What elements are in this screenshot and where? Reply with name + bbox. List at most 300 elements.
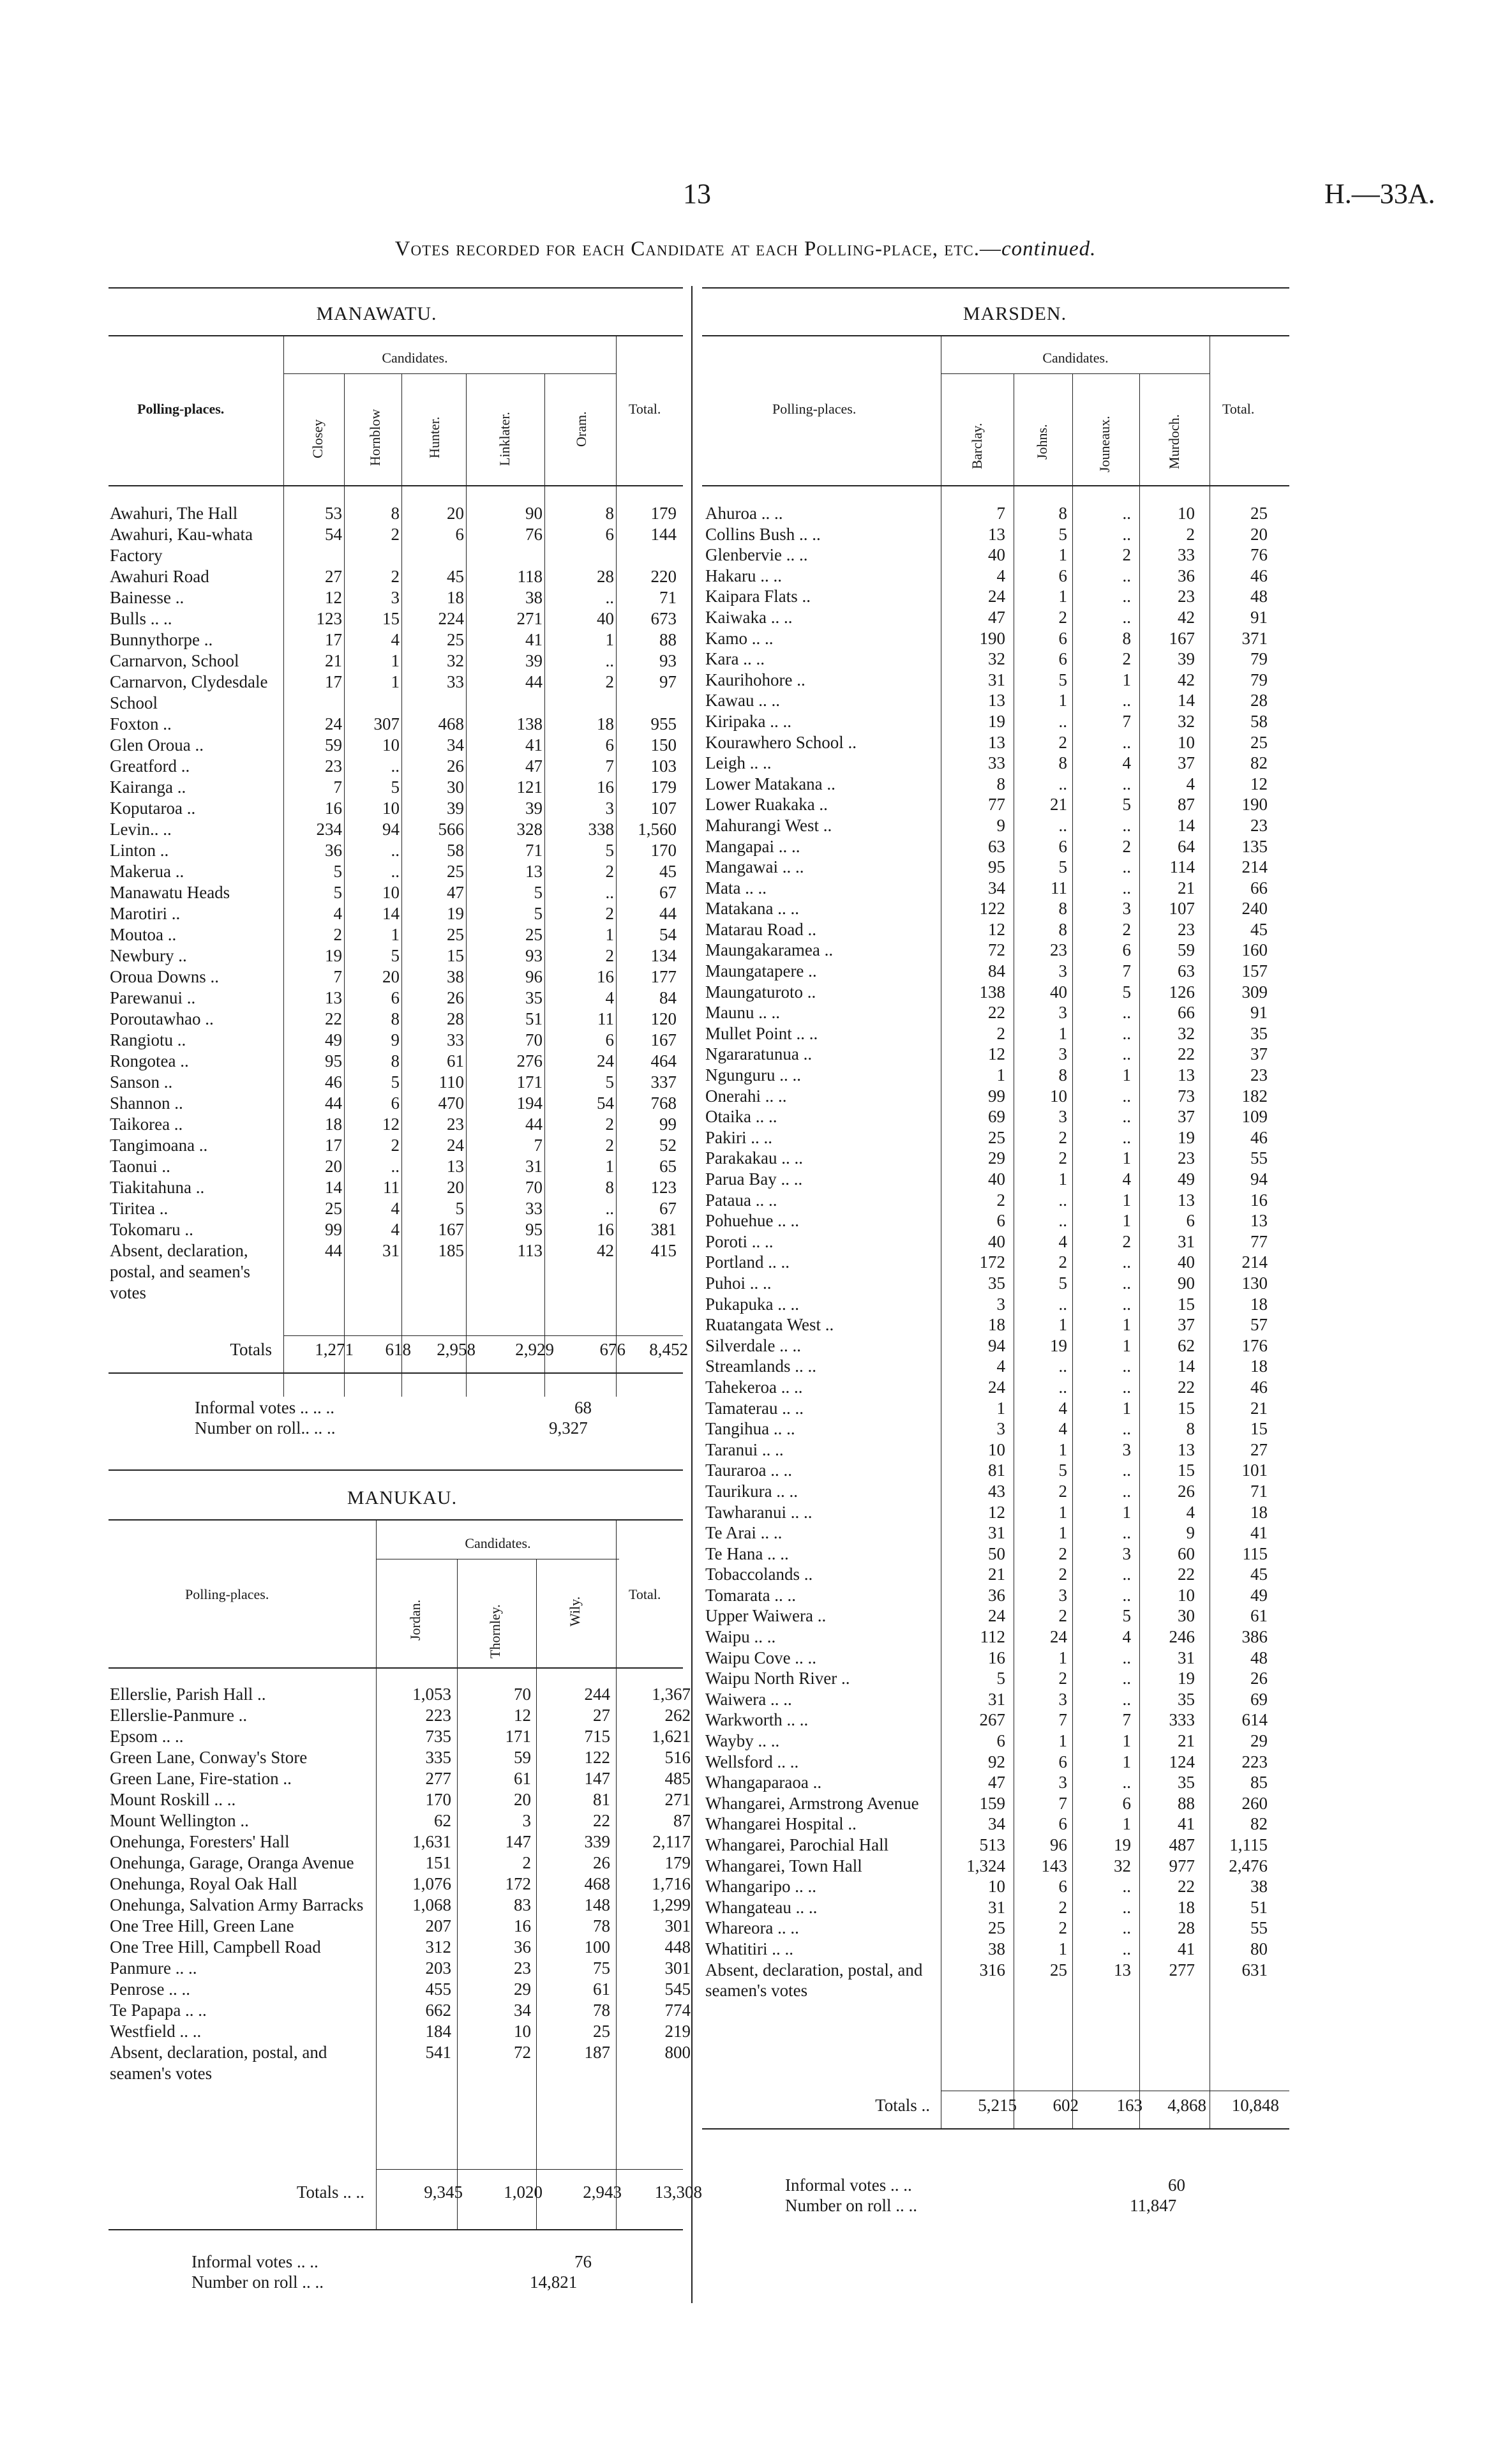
vote-count: 167: [650, 1030, 677, 1049]
vote-count: 82: [1250, 1814, 1268, 1834]
vote-count: 2: [1122, 919, 1131, 939]
totals-value: 676: [599, 1340, 626, 1359]
polling-place-name: Panmure .. ..: [110, 1958, 197, 1978]
table-row: [705, 1377, 1268, 1398]
vote-count: 32: [1178, 711, 1195, 731]
polling-place-name: Mata .. ..: [705, 878, 767, 898]
vote-count: 1: [391, 672, 400, 691]
vote-count: 8: [1186, 1419, 1195, 1439]
vote-count: ..: [1122, 815, 1131, 835]
vote-count: 10: [988, 1877, 1005, 1897]
vote-count: 26: [1178, 1481, 1195, 1501]
vote-count: 31: [1178, 1231, 1195, 1251]
vote-count: 25: [447, 862, 464, 881]
vote-count: ..: [391, 756, 400, 776]
vote-count: 6: [605, 525, 614, 544]
table-row: [110, 1768, 691, 1789]
polling-place-name: Whangarei, Town Hall: [705, 1856, 862, 1875]
vote-count: 60: [1178, 1544, 1195, 1563]
vote-count: 3: [522, 1811, 531, 1830]
table-row: [705, 1544, 1268, 1565]
marsden-candidate-4: Murdoch.: [1166, 414, 1182, 469]
vote-count: 41: [1250, 1523, 1268, 1543]
vote-count: 77: [988, 795, 1005, 815]
vote-count: ..: [1058, 1190, 1067, 1210]
vote-count: 143: [1041, 1856, 1067, 1875]
vote-count: 2: [605, 946, 614, 965]
vote-count: ..: [1122, 878, 1131, 898]
table-row: [705, 1106, 1268, 1127]
table-row: [110, 524, 677, 566]
polling-place-name: Onehunga, Royal Oak Hall: [110, 1874, 297, 1893]
vote-count: 1: [605, 1157, 614, 1176]
vote-count: 48: [1250, 587, 1268, 606]
vote-count: ..: [605, 651, 614, 670]
marsden-candidate-3: Jouneaux.: [1097, 416, 1113, 472]
vote-count: 179: [650, 778, 677, 797]
vote-count: 8: [605, 504, 614, 523]
vote-count: 24: [325, 714, 342, 733]
polling-place-name: Linton ..: [110, 841, 169, 860]
vote-count: 12: [382, 1115, 400, 1134]
vote-count: 5: [1122, 982, 1131, 1002]
vote-count: ..: [1122, 1377, 1131, 1397]
vote-count: 20: [514, 1790, 531, 1809]
vote-count: 13: [988, 732, 1005, 752]
vote-count: 19: [1114, 1835, 1131, 1854]
vote-count: 4: [1058, 1231, 1067, 1251]
polling-place-name: Penrose .. ..: [110, 1979, 190, 1999]
vote-count: 172: [979, 1252, 1005, 1272]
vote-count: 3: [1122, 1439, 1131, 1459]
table-row: [110, 882, 677, 903]
vote-count: 22: [1178, 1044, 1195, 1064]
vote-count: 107: [1169, 899, 1195, 919]
table-row: [110, 503, 677, 524]
table-row: [110, 1705, 691, 1726]
vote-count: 6: [455, 525, 464, 544]
vote-count: 774: [664, 2001, 691, 2020]
vote-count: 386: [1241, 1627, 1268, 1647]
vote-count: 307: [373, 714, 400, 733]
polling-place-name: Onehunga, Salvation Army Barracks: [110, 1895, 364, 1914]
vote-count: 110: [438, 1072, 464, 1092]
vote-count: 38: [1250, 1877, 1268, 1897]
vote-count: 18: [1178, 1897, 1195, 1917]
vote-count: 34: [514, 2001, 531, 2020]
polling-place-name: Puhoi .. ..: [705, 1273, 772, 1293]
vote-count: 8: [1122, 628, 1131, 648]
polling-place-name: Tamaterau .. ..: [705, 1398, 804, 1418]
vote-count: 223: [425, 1706, 451, 1725]
page-subtitle: [0, 237, 1491, 261]
vote-count: 977: [1169, 1856, 1195, 1875]
polling-place-name: Mangapai .. ..: [705, 836, 800, 856]
vote-count: ..: [1122, 1252, 1131, 1272]
vote-count: 2: [1122, 1231, 1131, 1251]
vote-count: 17: [325, 1136, 342, 1155]
vote-count: 13: [325, 988, 342, 1007]
vote-count: 41: [1178, 1814, 1195, 1834]
polling-place-name: Bainesse ..: [110, 588, 184, 607]
vote-count: 48: [1250, 1648, 1268, 1667]
totals-value: 1,271: [315, 1340, 354, 1359]
polling-place-name: Awahuri, Kau-whata Factory: [110, 525, 253, 565]
vote-count: 2: [605, 862, 614, 881]
vote-count: 179: [650, 504, 677, 523]
vote-count: 316: [979, 1960, 1005, 1979]
vote-count: 1: [1058, 587, 1067, 606]
vote-count: 3: [1122, 1544, 1131, 1563]
vote-count: 26: [447, 756, 464, 776]
vote-count: 150: [650, 735, 677, 755]
table-row: [110, 1747, 691, 1768]
table-row: [110, 587, 677, 608]
vote-count: 2: [996, 1023, 1005, 1043]
vote-count: 2,476: [1229, 1856, 1268, 1875]
subtitle-main: Votes recorded for each Candidate at each Polling-place, etc.—: [394, 237, 1001, 260]
vote-count: 3: [1058, 1689, 1067, 1709]
polling-place-name: Kaiwaka .. ..: [705, 607, 793, 627]
table-row: [110, 924, 677, 945]
vote-count: 3: [1058, 1044, 1067, 1064]
vote-count: ..: [1122, 1877, 1131, 1897]
polling-place-name: Ahuroa .. ..: [705, 504, 783, 523]
vote-count: 35: [1178, 1689, 1195, 1709]
vote-count: 1,716: [652, 1874, 691, 1893]
vote-count: 12: [988, 1502, 1005, 1522]
vote-count: 246: [1169, 1627, 1195, 1647]
vote-count: ..: [1122, 524, 1131, 544]
vote-count: 2: [522, 1853, 531, 1872]
document-reference: H.—33A.: [1324, 178, 1435, 209]
vote-count: ..: [1058, 711, 1067, 731]
vote-count: 38: [988, 1939, 1005, 1958]
vote-count: 6: [1058, 628, 1067, 648]
vote-count: 7: [534, 1136, 543, 1155]
vote-count: 25: [447, 630, 464, 649]
vote-count: 214: [1241, 1252, 1268, 1272]
table-row: [705, 586, 1268, 607]
vote-count: 22: [1178, 1377, 1195, 1397]
polling-place-name: Green Lane, Conway's Store: [110, 1748, 308, 1767]
vote-count: 1: [1122, 1190, 1131, 1210]
vote-count: 5: [1058, 670, 1067, 689]
polling-place-name: Tiakitahuna ..: [110, 1178, 205, 1197]
totals-value: 13,308: [654, 2182, 702, 2202]
vote-count: 33: [525, 1199, 543, 1218]
vote-count: 96: [1050, 1835, 1067, 1854]
table-row: [705, 836, 1268, 857]
manawatu-results-table: [110, 503, 677, 1303]
vote-count: 3: [1058, 1107, 1067, 1127]
vote-count: 4: [1122, 1627, 1131, 1647]
marsden-title: MARSDEN.: [963, 303, 1067, 324]
polling-place-name: Taikorea ..: [110, 1115, 183, 1134]
vote-count: 5: [605, 841, 614, 860]
vote-count: 6: [996, 1731, 1005, 1751]
polling-place-name: Whareora .. ..: [705, 1918, 799, 1938]
vote-count: ..: [605, 588, 614, 607]
polling-place-name: Poroti .. ..: [705, 1231, 774, 1251]
totals-value: 618: [385, 1340, 411, 1359]
vote-count: 70: [525, 1178, 543, 1197]
table-row: [705, 607, 1268, 628]
vote-count: 15: [447, 946, 464, 965]
vote-count: 59: [325, 735, 342, 755]
polling-place-name: Tiritea ..: [110, 1199, 169, 1218]
polling-place-name: Kiripaka .. ..: [705, 711, 791, 731]
table-row: [705, 1897, 1268, 1918]
totals-value: 9,345: [424, 2182, 463, 2202]
vote-count: 88: [1178, 1793, 1195, 1813]
vote-count: 46: [325, 1072, 342, 1092]
vote-count: 1: [996, 1398, 1005, 1418]
polling-place-name: Awahuri Road: [110, 567, 209, 586]
polling-place-name: Absent, declaration, postal, and seamen's votes: [110, 1241, 251, 1302]
table-row: [705, 1439, 1268, 1461]
vote-count: 91: [1250, 607, 1268, 627]
vote-count: 2: [1122, 649, 1131, 669]
vote-count: 167: [1169, 628, 1195, 648]
vote-count: 18: [597, 714, 614, 733]
table-row: [705, 1148, 1268, 1169]
vote-count: 84: [988, 961, 1005, 981]
vote-count: 92: [988, 1752, 1005, 1771]
vote-count: 20: [1250, 524, 1268, 544]
vote-count: 103: [650, 756, 677, 776]
table-row: [705, 753, 1268, 774]
vote-count: 59: [514, 1748, 531, 1767]
vote-count: ..: [1122, 504, 1131, 523]
polling-place-name: Mangawai .. ..: [705, 857, 804, 877]
vote-count: 41: [525, 735, 543, 755]
table-row: [110, 756, 677, 777]
vote-count: 160: [1241, 940, 1268, 960]
vote-count: ..: [1122, 1419, 1131, 1439]
vote-count: 47: [988, 1773, 1005, 1792]
polling-place-name: Whatitiri .. ..: [705, 1939, 793, 1958]
vote-count: 84: [659, 988, 677, 1007]
vote-count: 18: [988, 1315, 1005, 1335]
vote-count: 1: [1058, 1439, 1067, 1459]
vote-count: 768: [650, 1093, 677, 1113]
polling-place-name: Te Arai .. ..: [705, 1523, 783, 1543]
vote-count: ..: [1122, 1523, 1131, 1543]
vote-count: 45: [659, 862, 677, 881]
manawatu-informal-value: 68: [574, 1398, 592, 1417]
vote-count: 7: [333, 778, 342, 797]
vote-count: 1: [1058, 1315, 1067, 1335]
vote-count: 6: [605, 735, 614, 755]
vote-count: 2: [605, 1115, 614, 1134]
table-row: [110, 988, 677, 1009]
vote-count: 25: [1250, 732, 1268, 752]
vote-count: 3: [391, 588, 400, 607]
polling-place-name: Kamo .. ..: [705, 628, 774, 648]
vote-count: 100: [584, 1937, 610, 1957]
vote-count: 3: [996, 1294, 1005, 1314]
vote-count: 1,631: [412, 1832, 451, 1851]
vote-count: 12: [325, 588, 342, 607]
vote-count: 468: [584, 1874, 610, 1893]
polling-place-name: One Tree Hill, Green Lane: [110, 1916, 294, 1935]
vote-count: 76: [1250, 545, 1268, 565]
vote-count: 4: [1186, 774, 1195, 793]
vote-count: 190: [979, 628, 1005, 648]
vote-count: 240: [1241, 899, 1268, 919]
polling-place-name: Ellerslie, Parish Hall ..: [110, 1685, 266, 1704]
vote-count: 8: [1058, 1065, 1067, 1085]
totals-value: 2,943: [583, 2182, 622, 2202]
vote-count: 71: [525, 841, 543, 860]
polling-place-name: Mullet Point .. ..: [705, 1023, 818, 1043]
vote-count: 3: [1058, 1585, 1067, 1605]
vote-count: 2: [1186, 524, 1195, 544]
vote-count: ..: [1122, 1003, 1131, 1023]
vote-count: 95: [988, 857, 1005, 877]
polling-place-name: Mount Wellington ..: [110, 1811, 249, 1830]
vote-count: 7: [605, 756, 614, 776]
vote-count: 3: [1058, 961, 1067, 981]
vote-count: 135: [1241, 836, 1268, 856]
manukau-informal-label: Informal votes .. ..: [191, 2252, 318, 2271]
polling-place-name: Oroua Downs ..: [110, 967, 219, 986]
table-row: [110, 1789, 691, 1810]
totals-value: 163: [1116, 2096, 1143, 2115]
totals-value: 602: [1053, 2096, 1079, 2115]
polling-place-name: Levin.. ..: [110, 820, 172, 839]
vote-count: 18: [447, 588, 464, 607]
vote-count: 26: [447, 988, 464, 1007]
vote-count: 8: [391, 504, 400, 523]
vote-count: 2: [1058, 1127, 1067, 1147]
vote-count: 34: [447, 735, 464, 755]
polling-place-name: Silverdale .. ..: [705, 1335, 801, 1355]
vote-count: 2: [605, 1136, 614, 1155]
vote-count: 51: [525, 1009, 543, 1028]
vote-count: 49: [1250, 1585, 1268, 1605]
polling-place-name: Onerahi .. ..: [705, 1086, 787, 1106]
vote-count: 1: [1122, 1211, 1131, 1231]
vote-count: 22: [988, 1003, 1005, 1023]
vote-count: 2: [1058, 607, 1067, 627]
table-row: [110, 1916, 691, 1937]
totals-label: Totals: [230, 1340, 272, 1359]
table-row: [705, 1772, 1268, 1793]
vote-count: ..: [1122, 1918, 1131, 1938]
table-row: [705, 1918, 1268, 1939]
vote-count: 23: [1178, 1148, 1195, 1168]
polling-place-name: Westfield .. ..: [110, 2022, 202, 2041]
vote-count: 10: [1050, 1086, 1067, 1106]
polling-place-name: Onehunga, Garage, Oranga Avenue: [110, 1853, 354, 1872]
vote-count: 17: [325, 630, 342, 649]
vote-count: 46: [1250, 566, 1268, 585]
vote-count: 23: [1050, 940, 1067, 960]
table-row: [705, 1585, 1268, 1606]
table-row: [705, 1502, 1268, 1523]
vote-count: 21: [1250, 1398, 1268, 1418]
vote-count: 14: [1178, 1356, 1195, 1376]
vote-count: 5: [391, 778, 400, 797]
vote-count: 29: [1250, 1731, 1268, 1751]
vote-count: 31: [988, 1689, 1005, 1709]
vote-count: 24: [988, 587, 1005, 606]
vote-count: 54: [659, 925, 677, 944]
vote-count: 5: [1058, 1461, 1067, 1480]
totals-value: 2,929: [515, 1340, 554, 1359]
vote-count: 309: [1241, 982, 1268, 1002]
table-row: [110, 1219, 677, 1240]
page-number: 13: [683, 178, 711, 209]
table-row: [705, 1418, 1268, 1439]
vote-count: 88: [659, 630, 677, 649]
table-row: [705, 1731, 1268, 1752]
vote-count: 6: [1122, 940, 1131, 960]
table-row: [110, 966, 677, 988]
marsden-candidate-1: Barclay.: [969, 423, 985, 469]
vote-count: 464: [650, 1051, 677, 1070]
vote-count: 134: [650, 946, 677, 965]
vote-count: 8: [1058, 753, 1067, 773]
table-row: [110, 1810, 691, 1831]
table-row: [110, 1072, 677, 1093]
table-row: [705, 566, 1268, 587]
manawatu-candidate-4: Linklater.: [497, 412, 513, 466]
polling-place-name: Taurikura .. ..: [705, 1481, 798, 1501]
vote-count: 184: [425, 2022, 451, 2041]
vote-count: 5: [391, 946, 400, 965]
vote-count: 72: [514, 2043, 531, 2062]
table-row: [705, 794, 1268, 815]
vote-count: 25: [447, 925, 464, 944]
vote-count: 1,068: [412, 1895, 451, 1914]
vote-count: 19: [1178, 1669, 1195, 1688]
vote-count: 47: [525, 756, 543, 776]
vote-count: 15: [382, 609, 400, 628]
polling-place-name: Epsom .. ..: [110, 1727, 184, 1746]
vote-count: 12: [514, 1706, 531, 1725]
marsden-polling-places-header: Polling-places.: [772, 401, 857, 417]
table-row: [705, 919, 1268, 940]
vote-count: ..: [605, 1199, 614, 1218]
vote-count: 6: [1186, 1211, 1195, 1231]
vote-count: 148: [584, 1895, 610, 1914]
vote-count: 45: [1250, 1565, 1268, 1584]
polling-place-name: Mahurangi West ..: [705, 815, 832, 835]
table-row: [705, 628, 1268, 649]
vote-count: 75: [593, 1958, 610, 1978]
polling-place-name: Kourawhero School ..: [705, 732, 857, 752]
vote-count: 10: [988, 1439, 1005, 1459]
polling-place-name: Onehunga, Foresters' Hall: [110, 1832, 290, 1851]
vote-count: 13: [1178, 1190, 1195, 1210]
vote-count: 2: [333, 925, 342, 944]
table-row: [705, 1190, 1268, 1211]
table-row: [110, 2042, 691, 2084]
vote-count: 12: [988, 919, 1005, 939]
manawatu-candidates-label: Candidates.: [382, 350, 448, 366]
vote-count: ..: [1058, 1211, 1067, 1231]
table-row: [110, 1051, 677, 1072]
polling-place-name: Waipu North River ..: [705, 1669, 850, 1688]
vote-count: 37: [1250, 1044, 1268, 1064]
vote-count: 77: [1250, 1231, 1268, 1251]
vote-count: 541: [425, 2043, 451, 2062]
vote-count: 38: [525, 588, 543, 607]
vote-count: 2: [996, 1190, 1005, 1210]
